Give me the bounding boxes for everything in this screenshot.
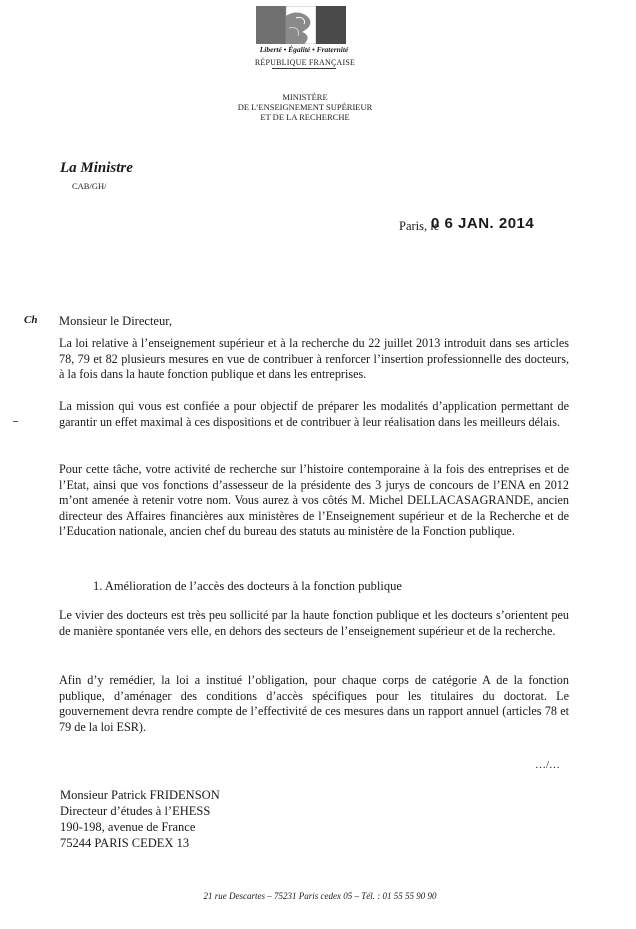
ministry-line: MINISTÈRE [282, 92, 328, 102]
address-line: Monsieur Patrick FRIDENSON [60, 788, 220, 802]
recipient-address [60, 787, 220, 851]
ministry-line: ET DE LA RECHERCHE [260, 112, 350, 122]
republic-name: RÉPUBLIQUE FRANÇAISE [254, 58, 356, 67]
handwritten-initials: Ch [24, 314, 38, 326]
sender-title: La Ministre [60, 160, 133, 176]
date-stamp: 0 6 JAN. 2014 [431, 215, 535, 232]
ministry-line: DE L’ENSEIGNEMENT SUPÉRIEUR [237, 102, 373, 112]
paragraph: Afin d’y remédier, la loi a institué l’obligation, pour chaque corps de catégorie A de la fonction publique, d’aménager des conditions d’accès spécifiques pour les titulaires du doctorat. Le gouvernement devra rendre compte de l’effectivité de ces mesures dans un rapport annuel (articles 78 et 79 de la loi ESR). [59, 673, 569, 734]
address-line: 190-198, avenue de France [60, 820, 196, 834]
salutation: Monsieur le Directeur, [59, 314, 173, 328]
footer-address: 21 rue Descartes – 75231 Paris cedex 05 – Tél. : 01 55 55 90 90 [203, 891, 437, 901]
date-label: Paris, le [399, 219, 440, 233]
marianne-logo-icon [256, 6, 346, 44]
paragraph: Pour cette tâche, votre activité de recherche sur l’histoire contemporaine à la fois des entreprises et de l’Etat, ainsi que vos fonctions d’assesseur de la présidente des 3 jurys de concours de l’ENA en 2012 m’ont amenée à retenir votre nom. Vous aurez à vos côtés M. Michel DELLACASAGRANDE, ancien directeur des Affaires financières aux ministères de l’Enseignement supérieur et de la Recherche et de l’Education nationale, ancien chef du bureau des statuts au ministère de la Fonction publique. [59, 462, 569, 539]
republic-motto: Liberté • Égalité • Fraternité [259, 45, 349, 54]
address-line: 75244 PARIS CEDEX 13 [60, 836, 190, 850]
paragraph: Le vivier des docteurs est très peu sollicité par la haute fonction publique et les docteurs s’orientent peu de manière spontanée vers elle, en dehors des secteurs de l’enseignement supérieur et de la recherche. [59, 608, 569, 638]
margin-tick [13, 421, 18, 422]
paragraph: La mission qui vous est confiée a pour objectif de préparer les modalités d’application permettant de garantir un effet maximal à ces dispositions et de contribuer à leur réalisation dans les meilleurs délais. [59, 399, 569, 429]
header-divider [272, 68, 336, 69]
section-heading: 1. Amélioration de l’accès des docteurs à la fonction publique [93, 579, 402, 593]
paragraph: La loi relative à l’enseignement supérieur et à la recherche du 22 juillet 2013 introduit dans ses articles 78, 79 et 82 plusieurs mesures en vue de contribuer à renforcer l’insertion professionnelle des docteurs, à la fois dans la haute fonction publique et dans les entreprises. [59, 336, 569, 382]
reference-code: CAB/GH/ [72, 181, 107, 191]
ministry-name [200, 92, 410, 122]
address-line: Directeur d’études à l’EHESS [60, 804, 211, 818]
continued-marker: …/… [535, 759, 561, 771]
marianne-logo [256, 6, 346, 44]
